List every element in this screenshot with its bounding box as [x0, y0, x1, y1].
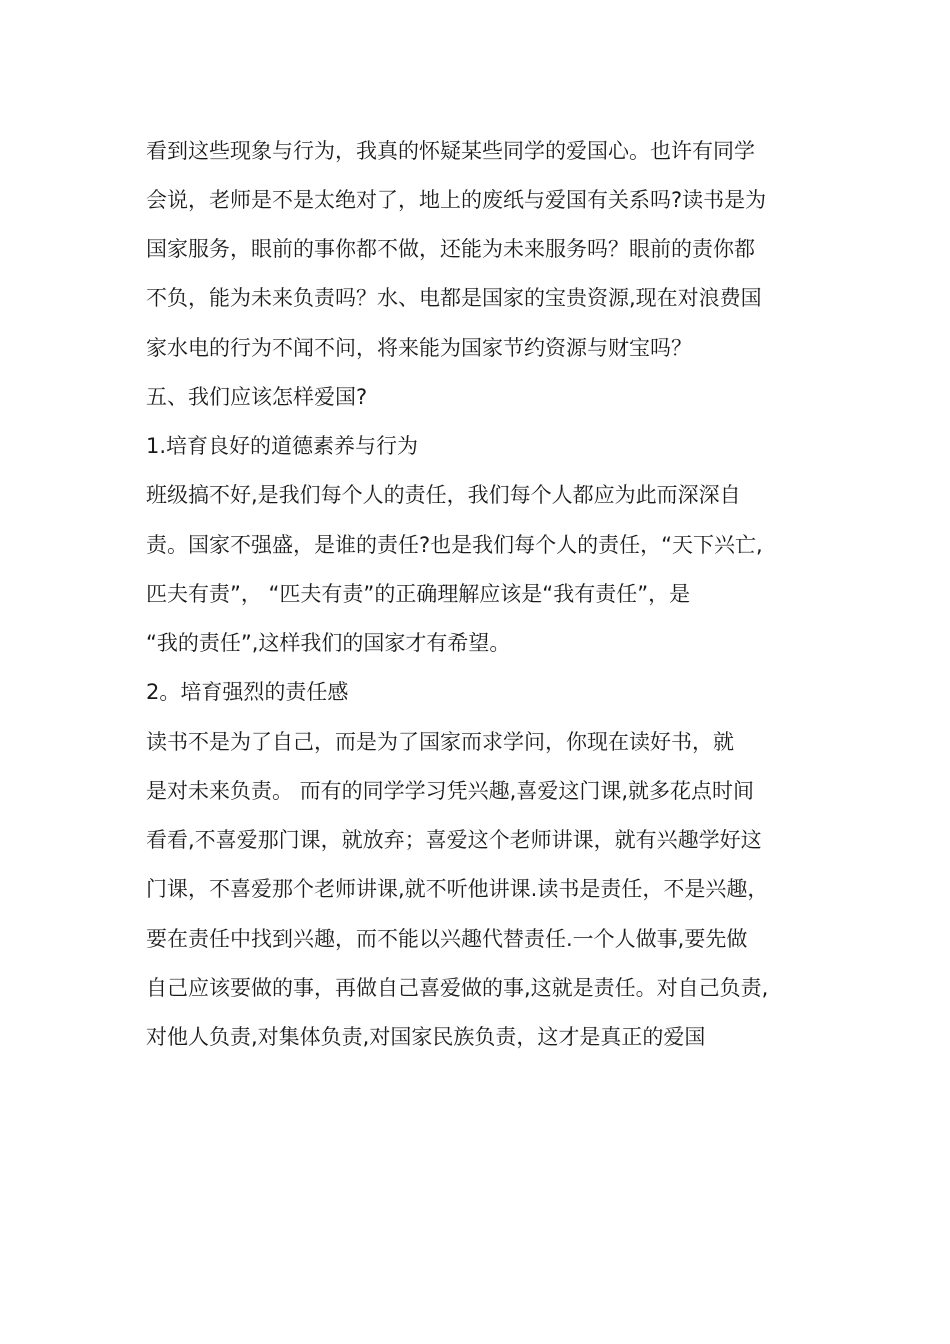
paragraph-line: 班级搞不好,是我们每个人的责任，我们每个人都应为此而深深自: [146, 483, 741, 507]
paragraph-line: 国家服务，眼前的事你都不做，还能为未来服务吗？眼前的责你都: [146, 237, 755, 261]
paragraph-line: 家水电的行为不闻不问，将来能为国家节约资源与财宝吗？: [146, 336, 692, 360]
paragraph-line: 自己应该要做的事，再做自己喜爱做的事,这就是责任。对自己负责,: [146, 976, 769, 1000]
subsection-heading: 2。培育强烈的责任感: [146, 680, 349, 704]
paragraph-line: 门课，不喜爱那个老师讲课,就不听他讲课.读书是责任，不是兴趣，: [146, 877, 769, 901]
paragraph-line: 对他人负责,对集体负责,对国家民族负责，这才是真正的爱国: [146, 1025, 706, 1049]
paragraph-line: “我的责任”,这样我们的国家才有希望。: [146, 631, 511, 655]
paragraph-line: 要在责任中找到兴趣，而不能以兴趣代替责任.一个人做事,要先做: [146, 927, 748, 951]
subsection-heading: 1.培育良好的道德素养与行为: [146, 434, 419, 458]
paragraph-line: 匹夫有责”， “匹夫有责”的正确理解应该是“我有责任”，是: [146, 582, 691, 606]
section-heading: 五、我们应该怎样爱国?: [146, 385, 368, 409]
paragraph-line: 看到这些现象与行为，我真的怀疑某些同学的爱国心。也许有同学: [146, 139, 755, 163]
paragraph-line: 看看,不喜爱那门课，就放弃；喜爱这个老师讲课，就有兴趣学好这: [146, 828, 762, 852]
paragraph-line: 不负，能为未来负责吗？水、电都是国家的宝贵资源,现在对浪费国: [146, 286, 762, 310]
paragraph-line: 是对未来负责。 而有的同学学习凭兴趣,喜爱这门课,就多花点时间: [146, 779, 755, 803]
paragraph-line: 责。国家不强盛，是谁的责任?也是我们每个人的责任，“天下兴亡,: [146, 533, 763, 557]
paragraph-line: 读书不是为了自己，而是为了国家而求学问，你现在读好书，就: [146, 730, 734, 754]
paragraph-line: 会说，老师是不是太绝对了，地上的废纸与爱国有关系吗?读书是为: [146, 188, 767, 212]
